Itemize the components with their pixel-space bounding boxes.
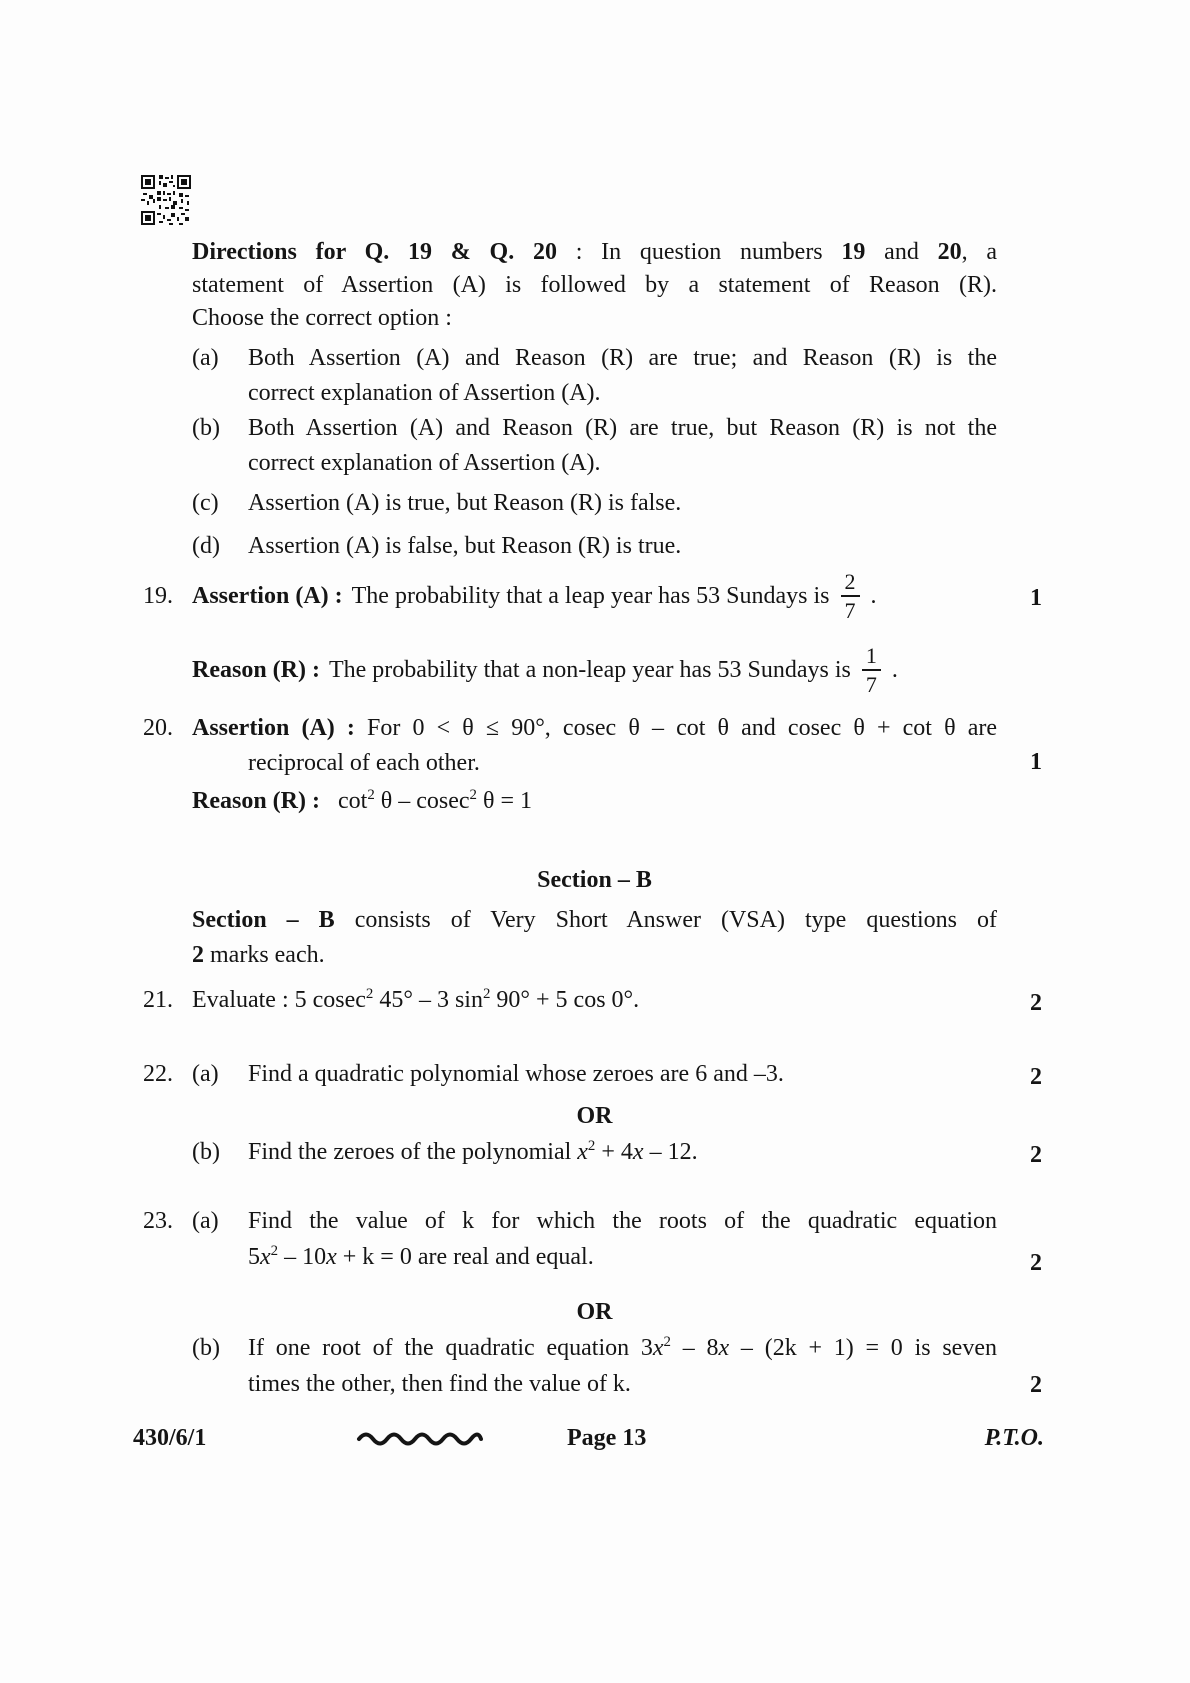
option-b-label: (b): [192, 415, 220, 441]
q19-reason-fraction: $\frac{1}{7}$: [862, 643, 881, 697]
section-b-description: [143, 903, 997, 973]
q22-a-label: (a): [192, 1061, 219, 1087]
q22-a-text: Find a quadratic polynomial whose zeroes are 6 and –3.: [248, 1061, 784, 1087]
directions-line-2: statement of Assertion (A) is followed by a statement of Reason (R).: [192, 272, 997, 298]
section-b-desc-line-1: Section – B consists of Very Short Answer (VSA) type questions of: [192, 907, 997, 933]
q20-marks: 1: [1030, 749, 1042, 775]
q19-assertion-period: .: [870, 582, 877, 609]
option-d-label: (d): [192, 533, 220, 559]
question-23b: [143, 1330, 997, 1402]
question-22a: [143, 1057, 997, 1092]
qr-code-icon: [140, 175, 192, 225]
section-b-desc-line-2: 2 marks each.: [192, 942, 325, 968]
option-d: [143, 529, 997, 564]
question-23-number: 23.: [143, 1208, 173, 1234]
question-20: [143, 711, 997, 819]
q22-b-label: (b): [192, 1139, 220, 1165]
q23-b-label: (b): [192, 1335, 220, 1361]
q19-assertion-fraction: $\frac{2}{7}$: [841, 569, 860, 623]
q23-b-line-1: If one root of the quadratic equation $3x^2 - 8x - (2k + 1) = 0$ is seven: [248, 1334, 997, 1361]
q21-marks: 2: [1030, 990, 1042, 1016]
question-22-number: 22.: [143, 1061, 173, 1087]
option-a-line-1: Both Assertion (A) and Reason (R) are true; and Reason (R) is the: [248, 345, 997, 371]
question-20-number: 20.: [143, 715, 173, 741]
option-c-line-1: Assertion (A) is true, but Reason (R) is false.: [248, 490, 682, 516]
q23-b-marks: 2: [1030, 1372, 1042, 1398]
q22-b-text: Find the zeroes of the polynomial $x^2 + 4x - 12$.: [248, 1138, 698, 1165]
q19-reason-label: Reason (R) :: [192, 656, 320, 683]
option-c-label: (c): [192, 490, 219, 516]
q23-a-marks: 2: [1030, 1250, 1042, 1276]
q22-b-marks: 2: [1030, 1142, 1042, 1168]
footer-paper-code: 430/6/1: [133, 1425, 207, 1451]
directions-paragraph: [143, 236, 997, 335]
q20-assertion-line-1: Assertion (A) : For 0 < θ ≤ 90°, cosec θ – cot θ and cosec θ + cot θ are: [192, 715, 997, 741]
question-21-number: 21.: [143, 987, 173, 1013]
question-21: [143, 983, 997, 1018]
section-b-heading: Section – B: [537, 867, 652, 893]
question-19-assertion: [143, 561, 997, 631]
option-c: [143, 486, 997, 521]
q23-a-line-1: Find the value of k for which the roots of the quadratic equation: [248, 1208, 997, 1234]
option-a: [143, 341, 997, 411]
footer-page-number: Page 13: [567, 1425, 647, 1451]
question-23a: [143, 1203, 997, 1275]
q19-marks: 1: [1030, 585, 1042, 611]
option-a-label: (a): [192, 345, 219, 371]
q22-or-separator: OR: [576, 1103, 613, 1129]
option-b: [143, 411, 997, 481]
qr-code-graphic: [140, 175, 192, 225]
q20-reason: Reason (R) : $\cot^2 \theta - cosec^2$ θ = 1: [192, 787, 533, 814]
option-b-line-1: Both Assertion (A) and Reason (R) are true, but Reason (R) is not the: [248, 415, 997, 441]
option-a-line-2: correct explanation of Assertion (A).: [248, 380, 601, 406]
option-b-line-2: correct explanation of Assertion (A).: [248, 450, 601, 476]
q20-assertion-line-2: reciprocal of each other.: [248, 750, 480, 776]
q22-a-marks: 2: [1030, 1064, 1042, 1090]
q19-reason-period: .: [891, 656, 898, 683]
q23-or-separator: OR: [576, 1299, 613, 1325]
option-d-line-1: Assertion (A) is false, but Reason (R) is true.: [248, 533, 682, 559]
directions-line-3: Choose the correct option :: [192, 305, 452, 331]
q23-a-label: (a): [192, 1208, 219, 1234]
q21-text: Evaluate : 5 cosec$^2$ 45° – 3 $\sin^2 90^\circ + 5$ cos 0°.: [192, 986, 640, 1013]
question-22b: [143, 1135, 997, 1170]
q19-reason-text: The probability that a non-leap year has 53 Sundays is: [328, 656, 851, 683]
directions-line-1: Directions for Q. 19 & Q. 20 : In question numbers 19 and 20, a: [192, 239, 997, 265]
q23-b-line-2: times the other, then find the value of k.: [248, 1371, 631, 1397]
question-19-number: 19.: [143, 583, 173, 609]
question-19-reason: [192, 635, 997, 705]
squiggle-graphic: [355, 1428, 485, 1448]
q19-assertion-label: Assertion (A) :: [192, 582, 343, 609]
q19-assertion-text: The probability that a leap year has 53 Sundays is: [351, 582, 830, 609]
squiggle-icon: [355, 1428, 485, 1448]
footer-pto: P.T.O.: [984, 1425, 1044, 1451]
q23-a-line-2: $5x^2 - 10x + k = 0$ are real and equal.: [248, 1243, 594, 1270]
